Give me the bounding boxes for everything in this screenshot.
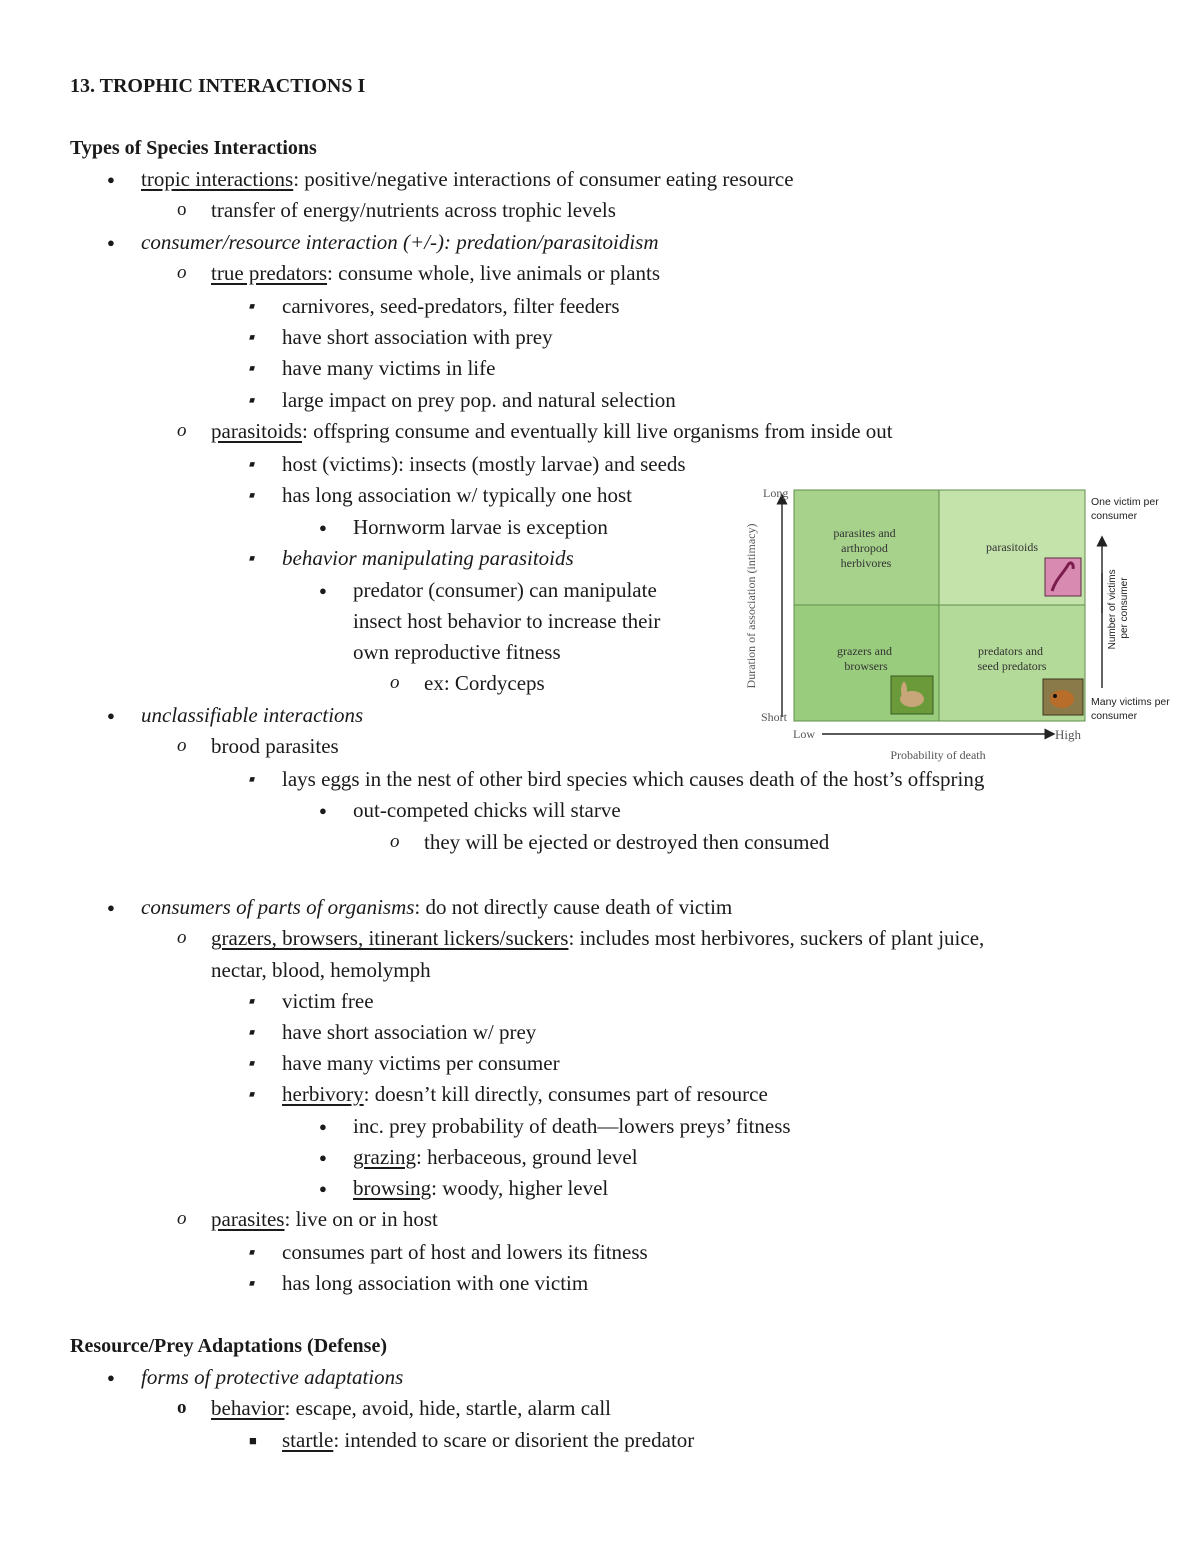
bullet-icon bbox=[319, 576, 327, 605]
section-heading-text: Resource/Prey Adaptations (Defense) bbox=[70, 1335, 387, 1357]
item-text: has long association with one victim bbox=[282, 1271, 589, 1295]
item-text: victim free bbox=[282, 989, 374, 1013]
bullet-icon bbox=[177, 732, 187, 760]
quadrant-bottom-right-label: predators and seed predators bbox=[977, 644, 1047, 673]
item-text: have many victims per consumer bbox=[282, 1051, 560, 1075]
item-text: carnivores, seed-predators, filter feeders bbox=[282, 294, 620, 318]
term: herbivory bbox=[282, 1082, 364, 1106]
definition: : herbaceous, ground level bbox=[415, 1145, 638, 1169]
bullet-icon bbox=[249, 386, 255, 415]
bullet-icon bbox=[319, 1174, 327, 1203]
bullet-icon bbox=[319, 796, 327, 825]
item-text: consumer/resource interaction (+/-): predation/parasitoidism bbox=[141, 230, 659, 254]
bullet-icon bbox=[390, 669, 400, 697]
bullet-icon bbox=[249, 1238, 255, 1267]
definition: : offspring consume and eventually kill live organisms from inside out bbox=[301, 419, 893, 443]
item-text: own reproductive fitness bbox=[353, 640, 561, 664]
bullet-icon bbox=[177, 1205, 187, 1233]
item-text: inc. prey probability of death—lowers preys’ fitness bbox=[353, 1114, 791, 1138]
y-axis-title: Duration of association (intimacy) bbox=[744, 523, 758, 689]
interaction-diagram bbox=[740, 483, 1180, 765]
bullet-icon bbox=[107, 1363, 115, 1392]
item-text: forms of protective adaptations bbox=[141, 1365, 404, 1389]
definition: : live on or in host bbox=[284, 1207, 438, 1231]
bullet-icon bbox=[177, 196, 187, 224]
item-text: Hornworm larvae is exception bbox=[353, 515, 608, 539]
item-text: behavior manipulating parasitoids bbox=[282, 546, 574, 570]
item-text: insect host behavior to increase their bbox=[353, 609, 661, 633]
definition: : woody, higher level bbox=[431, 1176, 609, 1200]
bullet-icon bbox=[177, 924, 187, 952]
item-text: have many victims in life bbox=[282, 356, 496, 380]
bullet-icon bbox=[249, 1018, 255, 1047]
bullet-icon bbox=[107, 701, 115, 730]
bullet-icon bbox=[249, 1426, 257, 1455]
term: parasites bbox=[211, 1207, 285, 1231]
predator-photo bbox=[1043, 679, 1083, 715]
item-text: consumes part of host and lowers its fitness bbox=[282, 1240, 648, 1264]
section-heading-text: Types of Species Interactions bbox=[70, 137, 317, 159]
x-axis-high-label: High bbox=[1055, 727, 1081, 742]
parasitoid-photo bbox=[1045, 558, 1081, 596]
item-text: out-competed chicks will starve bbox=[353, 798, 621, 822]
definition: : positive/negative interactions of consumer eating resource bbox=[293, 167, 794, 191]
right-axis-title: Number of victims per consumer bbox=[1107, 569, 1130, 650]
definition: : escape, avoid, hide, startle, alarm call bbox=[284, 1396, 612, 1420]
item-text: brood parasites bbox=[211, 734, 339, 758]
item-text: they will be ejected or destroyed then consumed bbox=[424, 830, 830, 854]
bullet-icon bbox=[107, 893, 115, 922]
bullet-icon bbox=[249, 450, 255, 479]
term: tropic interactions bbox=[141, 167, 294, 191]
item-text: has long association w/ typically one host bbox=[282, 483, 632, 507]
item-text: lays eggs in the nest of other bird species which causes death of the host’s offspring bbox=[282, 767, 985, 791]
interaction-diagram-svg bbox=[740, 483, 1180, 765]
item-text: transfer of energy/nutrients across trophic levels bbox=[211, 198, 616, 222]
bullet-icon bbox=[249, 481, 255, 510]
definition: : includes most herbivores, suckers of plant juice, bbox=[568, 926, 985, 950]
bullet-icon bbox=[249, 1080, 255, 1109]
term: grazing bbox=[353, 1145, 416, 1169]
definition: : intended to scare or disorient the predator bbox=[333, 1428, 695, 1452]
item-text: have short association with prey bbox=[282, 325, 553, 349]
bullet-icon bbox=[177, 417, 187, 445]
definition: : do not directly cause death of victim bbox=[414, 895, 733, 919]
quadrant-top-left-label: parasites and arthropod herbivores bbox=[833, 526, 896, 570]
y-axis-high-label: Long bbox=[763, 486, 789, 500]
item-text: have short association w/ prey bbox=[282, 1020, 537, 1044]
bullet-icon bbox=[249, 292, 255, 321]
item-text: host (victims): insects (mostly larvae) and seeds bbox=[282, 452, 686, 476]
y-axis-low-label: Short bbox=[761, 710, 788, 724]
item-text: nectar, blood, hemolymph bbox=[211, 958, 431, 982]
term: parasitoids bbox=[211, 419, 302, 443]
bullet-icon bbox=[249, 1049, 255, 1078]
item-text: large impact on prey pop. and natural selection bbox=[282, 388, 676, 412]
term: browsing bbox=[353, 1176, 432, 1200]
item-text: predator (consumer) can manipulate bbox=[353, 578, 657, 602]
x-axis-low-label: Low bbox=[793, 727, 815, 741]
x-axis-title: Probability of death bbox=[890, 748, 986, 762]
item-text: ex: Cordyceps bbox=[424, 671, 545, 695]
bullet-icon bbox=[107, 165, 115, 194]
bullet-icon bbox=[319, 1112, 327, 1141]
item-text: unclassifiable interactions bbox=[141, 703, 364, 727]
bullet-icon bbox=[249, 987, 255, 1016]
term: consumers of parts of organisms bbox=[141, 895, 415, 919]
bullet-icon bbox=[319, 1143, 327, 1172]
rabbit-photo bbox=[891, 676, 933, 714]
bullet-icon bbox=[249, 1269, 255, 1298]
definition: : consume whole, live animals or plants bbox=[327, 261, 661, 285]
bullet-icon bbox=[249, 323, 255, 352]
term: true predators bbox=[211, 261, 328, 285]
bullet-icon bbox=[249, 354, 255, 383]
bullet-icon bbox=[177, 259, 187, 287]
bullet-icon bbox=[249, 765, 255, 794]
page-title-text: 13. TROPHIC INTERACTIONS I bbox=[70, 75, 366, 97]
quadrant-top-right-label: parasitoids bbox=[986, 540, 1038, 554]
term: grazers, browsers, itinerant lickers/suckers bbox=[211, 926, 569, 950]
term: startle bbox=[282, 1428, 334, 1452]
bullet-icon bbox=[177, 1394, 187, 1422]
quadrant-bottom-left-label: grazers and browsers bbox=[837, 644, 892, 673]
bullet-icon bbox=[319, 513, 327, 542]
right-bottom-label: Many victims per consumer bbox=[1091, 696, 1170, 722]
term: behavior bbox=[211, 1396, 285, 1420]
definition: : doesn’t kill directly, consumes part of resource bbox=[363, 1082, 768, 1106]
bullet-icon bbox=[249, 544, 255, 573]
bullet-icon bbox=[390, 828, 400, 856]
right-top-label: One victim per consumer bbox=[1091, 496, 1159, 522]
bullet-icon bbox=[107, 228, 115, 257]
